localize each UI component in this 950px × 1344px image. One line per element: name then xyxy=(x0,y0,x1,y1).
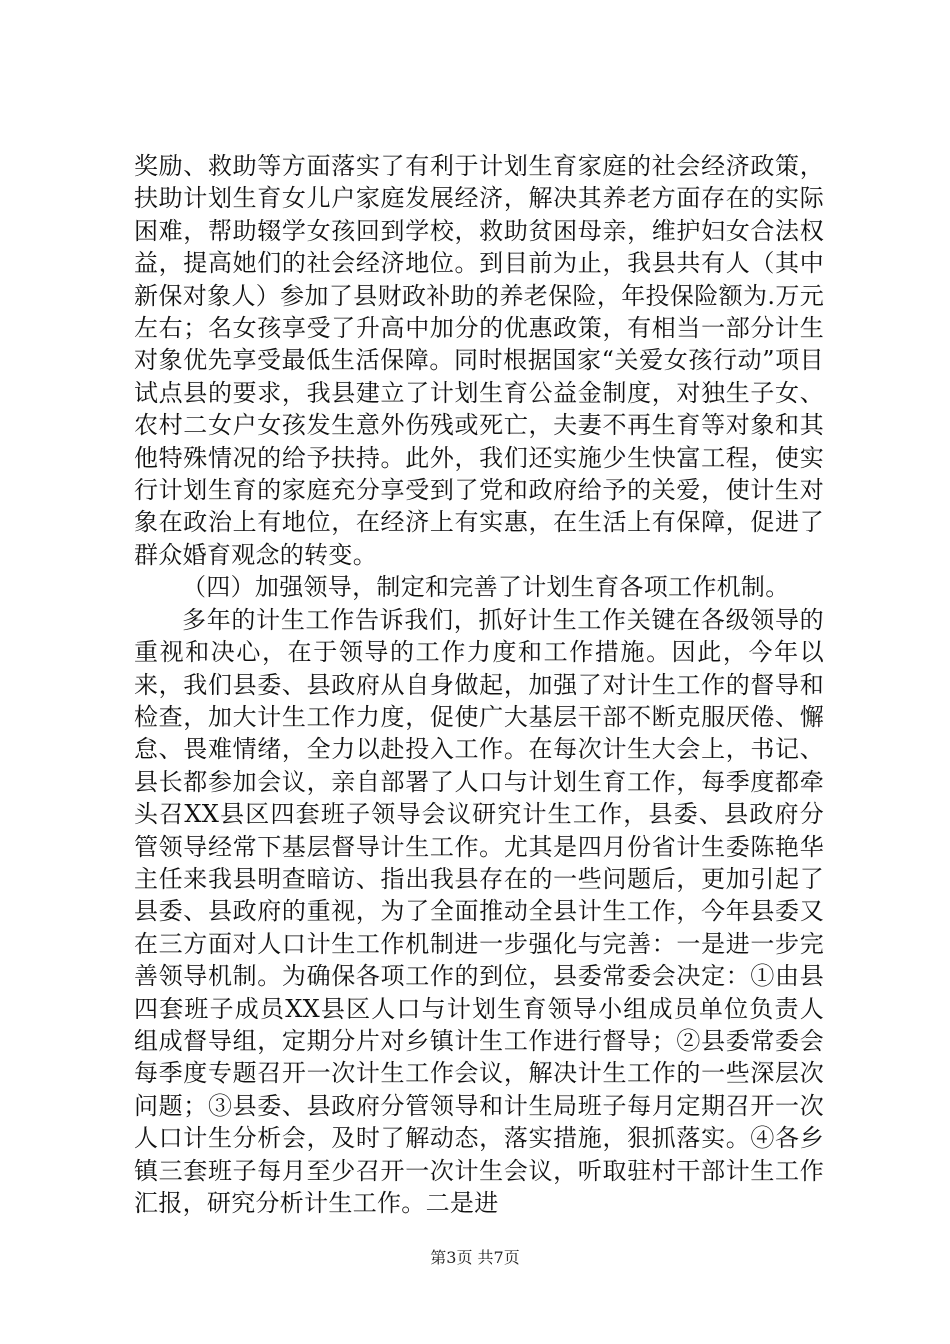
page-number-footer: 第3页 共7页 xyxy=(430,1248,520,1267)
document-body xyxy=(134,150,824,1219)
section-heading-leadership: （四）加强领导，制定和完善了计划生育各项工作机制。 xyxy=(182,573,790,602)
paragraph-leadership-mechanism: 多年的计生工作告诉我们，抓好计生工作关键在各级领导的重视和决心，在于领导的工作力度和工作措施。因此，今年以来，我们县委、县政府从自身做起，加强了对计生工作的督导和检查，加大计生工作力度，促使广大基层干部不断克服厌倦、懈怠、畏难情绪，全力以赴投入工作。在每次计生大会上，书记、县长都参加会议，亲自部署了人口与计划生育工作，每季度都牵头召XX县区四套班子领导会议研究计生工作，县委、县政府分管领导经常下基层督导计生工作。尤其是四月份省计生委陈艳华主任来我县明查暗访、指出我县存在的一些问题后，更加引起了县委、县政府的重视，为了全面推动全县计生工作，今年县委又在三方面对人口计生工作机制进一步强化与完善：一是进一步完善领导机制。为确保各项工作的到位，县委常委会决定：①由县四套班子成员XX县区人口与计划生育领导小组成员单位负责人组成督导组，定期分片对乡镇计生工作进行督导；②县委常委会每季度专题召开一次计生工作会议，解决计生工作的一些深层次问题；③县委、县政府分管领导和计生局班子每月定期召开一次人口计生分析会，及时了解动态，落实措施，狠抓落实。④各乡镇三套班子每月至少召开一次计生会议，听取驻村干部计生工作汇报，研究分析计生工作。二是进 xyxy=(134,605,824,1217)
paragraph-policy-support: 奖励、救助等方面落实了有利于计划生育家庭的社会经济政策，扶助计划生育女儿户家庭发展经济，解决其养老方面存在的实际困难，帮助辍学女孩回到学校，救助贫困母亲，维护妇女合法权益，提高她们的社会经济地位。到目前为止，我县共有人（其中新保对象人）参加了县财政补助的养老保险，年投保险额为.万元左右；名女孩享受了升高中加分的优惠政策，有相当一部分计生对象优先享受最低生活保障。同时根据国家“关爱女孩行动”项目试点县的要求，我县建立了计划生育公益金制度，对独生子女、农村二女户女孩发生意外伤残或死亡，夫妻不再生育等对象和其他特殊情况的给予扶持。此外，我们还实施少生快富工程，使实行计划生育的家庭充分享受到了党和政府给予的关爱，使计生对象在政治上有地位，在经济上有实惠，在生活上有保障，促进了群众婚育观念的转变。 xyxy=(134,152,824,569)
